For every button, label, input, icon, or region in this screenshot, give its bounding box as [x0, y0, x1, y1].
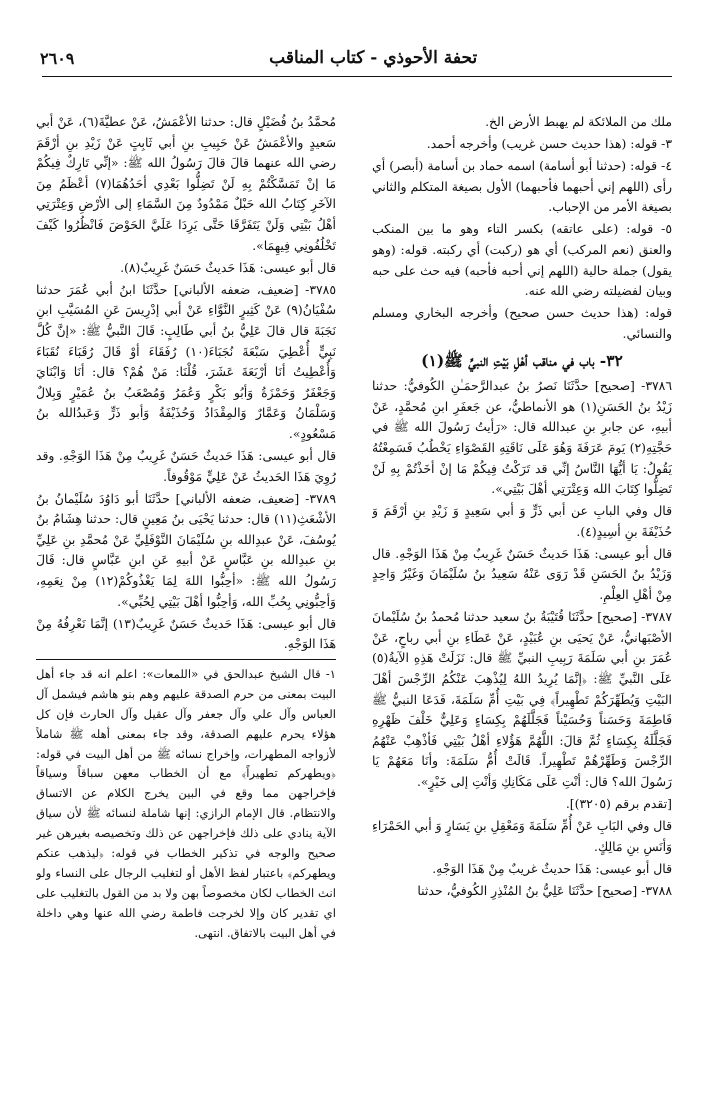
note-grading: قوله: (هذا حديث حسن صحيح) وأخرجه البخاري ومسلم والنسائي.	[372, 305, 672, 341]
left-column	[36, 112, 336, 1102]
hadith-3785-comment: قال أبو عيسى: هَذَا حَديثٌ حَسَنٌ غَرِيبٌ مِنْ هَذَا الوَجْهِ. وقد رُوِيَ هَذَا الحَديثُ عَنْ عَلِيٍّ مَوْقُوفاً.	[36, 448, 336, 484]
header-rule	[42, 76, 672, 77]
cross-reference: [تقدم برقم (٣٢٠٥)].	[565, 796, 672, 811]
hadith-3787: ٣٧٨٧- [صحيح] حدَّثَنَا قُتَيْبَةُ بنُ سعيد حدثنا مُحمدُ بنُ سُلَيْمانَ الأصْبَهانيُّ، عَنْ يَحيَى بنِ عُبَيْدٍ، عَنْ عَطَاءِ بنِ أبي رباحٍ، عَنْ عُمَرَ بنِ أبي سَلَمَةَ رَبِيبِ النبيِّ ﷺ قال: نَزَلَتْ هَذِهِ الآيةُ(٥) عَلَى النَّبيِّ ﷺ: ﴿إنَّمَا يُرِيدُ اللهُ لِيُذْهِبَ عَنْكُمُ الرِّجْسَ أهْلَ البَيْتِ وَيُطَهِّرَكُمْ تَطْهِيراً﴾ فِي بَيْتِ أُمِّ سَلَمَةَ، فَدَعَا النبيُّ ﷺ فَاطِمَةَ وَحَسَناً وَحُسَيْناً فَجَلَّلَهُمْ بِكِسَاءٍ وَعَلِيٌّ خَلْفَ ظَهْرِهِ فَجَلَّلَهُ بِكِسَاءٍ ثُمَّ قالَ: اللَّهُمَّ هَؤُلاءِ أهْلُ بَيْتِي فَأذْهِبْ عَنْهُمُ الرِّجْسَ وَطَهِّرْهُمْ تَطْهِيراً. قَالَتْ أُمُّ سَلَمَةَ: وأنَا مَعَهُمْ يَا رَسُولَ الله؟ قال: أنْتِ عَلَى مَكَانِكِ وَأنْتِ إلى خَيْرٍ».	[372, 609, 672, 789]
right-column	[372, 112, 672, 1102]
hadith-3786-bab: قال وفي البابِ عن أبي ذَرٍّ وَ أبي سَعِيدٍ وَ زَيْدِ بنِ أرْقَمَ وَ حُذَيْفَةَ بنِ أسِيدٍ(٤).	[372, 503, 672, 539]
hadith-3786-comment: قال أبو عيسى: هَذَا حَديثٌ حَسَنٌ غَرِيبٌ مِنْ هَذَا الوَجْهِ. قال وَزَيْدُ بنُ الحَسَنِ قَدْ رَوَى عَنْهُ سَعِيدُ بنُ سُلَيْمَانَ وَغَيْرُ وَاحِدٍ مِنْ أهْلِ العِلْمِ.	[372, 545, 672, 603]
chapter-heading: ٣٢- باب في مناقب أهْلِ بَيْتِ النبيِّ ﷺ(١)	[421, 350, 623, 370]
hadith-3787-bab: قال وفي البَابِ عَنْ أُمِّ سَلَمَةَ وَمَعْقِلِ بنِ يَسَارٍ وَ أبي الحَمْرَاءِ وَأنَسِ بنِ مَالِكٍ.	[372, 818, 672, 854]
note-continuation: ملك من الملائكة لم يهبط الأرض الخ.	[485, 114, 672, 129]
hadith-3789: ٣٧٨٩- [ضعيف، ضعفه الألباني] حدَّثَنَا أبو دَاوُدَ سُلَيْمانُ بنُ الأشْعَثِ(١١) قال: حدثنا يَحْيَى بنُ مَعِينٍ قال: حدثنا هِشَامُ بنُ يُوسُفَ، عَنْ عبدِالله بنِ سُلَيْمَانَ النَّوْفَلِيِّ عَنْ مُحمَّدِ بنِ عَلِيِّ بنِ عبدِالله بنِ عَبَّاسٍ عَنْ أبيهِ عَنِ ابنِ عَبَّاسٍ قال: قَالَ رَسُولُ الله ﷺ: «أحِبُّوا اللهَ لِمَا يَغْذُوكُمْ(١٢) مِنْ نِعَمِهِ، وَأحِبُّونِي بِحُبِّ الله، وَأحِبُّوا أهْلَ بَيْتِي لِحُبِّي».	[36, 490, 336, 609]
running-title: تحفة الأحوذي - كتاب المناقب	[269, 48, 478, 68]
hadith-3788-comment: قال أبو عيسى: هَذَا حَديثٌ حَسَنٌ غَرِيبٌ(٨).	[120, 259, 336, 275]
hadith-3785: ٣٧٨٥- [ضعيف، ضعفه الألباني] حدَّثَنَا ابنُ أبي عُمَرَ حدثنا سُفْيَانُ(٩) عَنْ كَثِيرٍ النَّوَّاءِ عَنْ أبي إدْرِيسَ عَنِ المُسَيَّبِ ابنِ نَجَبَةَ قال قالَ عَلِيُّ بنُ أبي طَالِبٍ: قَالَ النَّبيُّ ﷺ: «إنَّ كُلَّ نَبِيٍّ أُعْطِيَ سَبْعَةَ نُجَبَاءَ(١٠) رُفَقَاءَ أوْ قَالَ رُقَبَاءَ نُقَبَاءَ وَأُعْطِيتُ أنَا أرْبَعَةَ عَشَرَ، قُلْنَا: مَنْ هُمْ؟ قال: أنَا وَابْنَايَ وَجَعْفَرٌ وَحَمْزَةُ وَأبُو بَكْرٍ وَعُمَرُ وَمُصْعَبُ بنُ عُمَيْرٍ وَبِلالٌ وَسَلْمَانُ وَعَمَّارٌ وَالمِقْدَادُ وَحُذَيْفَةُ وَأبو ذَرٍّ وَعَبدُالله بنُ مَسْعُودٍ».	[36, 281, 336, 441]
footnote-1: ١- قال الشيخ عبدالحق في «اللمعات»: اعلم انه قد جاء أهل البيت بمعنى من حرم الصدقة عليهم وهم بنو هاشم فيشمل آل العباس وآل علي وآل جعفر وآل عقيل وآل الحارث فإن كل هؤلاء يحرم عليهم الصدقة، وقد جاء بمعنى أهله ﷺ شاملاً لأزواجه المطهرات، وإخراج نسائه ﷺ من أهل البيت في قوله: ﴿ويطهركم تطهيراً﴾ مع أن الخطاب معهن سباقاً وسياقاً فإخراجهن مما وقع في البين يخرج الكلام عن الاتساق والانتظام. قال الإمام الرازي: إنها شاملة لنسائه ﷺ لأن سياق الآية ينادي على ذلك فإخراجهن عن ذلك وتخصيصه بغيرهن غير صحيح والوجه في تذكير الخطاب في قوله: ﴿ليذهب عنكم ويطهركم﴾ باعتبار لفظ الأهل أو لتغليب الرجال على النساء ولو انث الخطاب لكان مخصوصاً بهن ولا بد من القول بالتغليب على اي تقدير كان وإلا لخرجت فاطمة رضي الله عنها وهي داخلة في أهل البيت بالاتفاق. انتهى.	[36, 666, 336, 940]
note-5: ٥- قوله: (على عاتقه) بكسر التاء وهو ما بين المنكب والعنق (نعم المركب) أي هو (ركبت) أي ركبته. قوله: (وهو يقول) جملة حالية (اللهم إني أحبه فأحبه) فيه حث على حبه وبيان لفضيلته رضي الله عنه.	[372, 221, 672, 299]
running-header	[40, 44, 672, 72]
hadith-3788-cont: مُحمَّدُ بنُ فُضَيْلٍ قال: حدثنا الأعْمَشُ، عَنْ عطيَّةَ(٦)، عَنْ أبي سَعيدٍ والأعْمَشُ عَنْ حَبِيبِ بنِ أبي ثَابِتٍ عَنْ زَيْدِ بنِ أرْقَمَ رضي الله عنهما قالَ قالَ رَسُولُ الله ﷺ: «إنِّي تَارِكٌ فِيكُمْ مَا إنْ تَمَسَّكْتُمْ بِهِ لَنْ تَضِلُّوا بَعْدِي أحَدُهُمَا(٧) أعْظَمُ مِنَ الآخَرِ كِتَابُ الله حَبْلٌ مَمْدُودٌ مِنَ السَّمَاءِ إلى الأرْضِ وَعِتْرَتِي أهْلُ بَيْتِي وَلَنْ يَتَفَرَّقَا حَتَّى يَرِدَا عَلَيَّ الحَوْضَ فَانْظُرُوا كَيْفَ تَخْلُفُونِي فِيهِمَا».	[36, 114, 336, 253]
hadith-3789-comment: قال أبو عيسى: هَذَا حَديثٌ حَسَنٌ غَرِيبٌ(١٣) إنَّمَا نَعْرِفُهُ مِنْ هَذَا الوَجْهِ.	[36, 615, 336, 652]
page-number: ٢٦٠٩	[40, 48, 75, 68]
footnote-separator	[36, 659, 336, 660]
hadith-3786: ٣٧٨٦- [صحيح] حدَّثَنَا نَصرُ بنُ عبدالرَّحمَـٰنِ الكُوفيُّ: حدثنا زَيْدُ بنُ الحَسَنِ(١) هو الأنماطيُّ، عن جَعفَرِ ابنِ مُحمَّدٍ، عَنْ أبيهِ، عن جابرِ بنِ عبدالله قال: «رَأيتُ رَسُولَ الله ﷺ في حَجَّتِهِ(٢) يَومَ عَرَفَةَ وَهُوَ عَلَى نَاقَتِهِ القَصْوَاءِ يَخْطُبُ فَسَمِعْتُهُ يَقُولُ: يَا أيُّهَا النَّاسُ إنِّي قد تَرَكْتُ فِيكُمْ مَا إنْ أخَذْتُمْ بِهِ لَنْ تَضِلُّوا كِتَابَ الله وَعِتْرَتِي أهْلَ بَيْتِي».	[372, 378, 672, 497]
hadith-3787-comment: قال أبو عيسى: هَذَا حديثٌ غريبٌ مِنْ هَذَا الوَجْهِ.	[432, 860, 672, 876]
note-4: ٤- قوله: (حدثنا أبو أسامة) اسمه حماد بن أسامة (أبصر) أي رأى (اللهم إني أحبهما فأحبهما) الأول بصيغة المتكلم والثاني بصيغة الأمر من الإحباب.	[372, 158, 672, 215]
note-3: ٣- قوله: (هذا حديث حسن غريب) وأخرجه أحمد.	[426, 136, 672, 152]
hadith-3788-start: ٣٧٨٨- [صحيح] حدَّثَنَا عَلِيُّ بنُ المُنْذِرِ الكُوفيُّ، حدثنا	[417, 882, 672, 898]
